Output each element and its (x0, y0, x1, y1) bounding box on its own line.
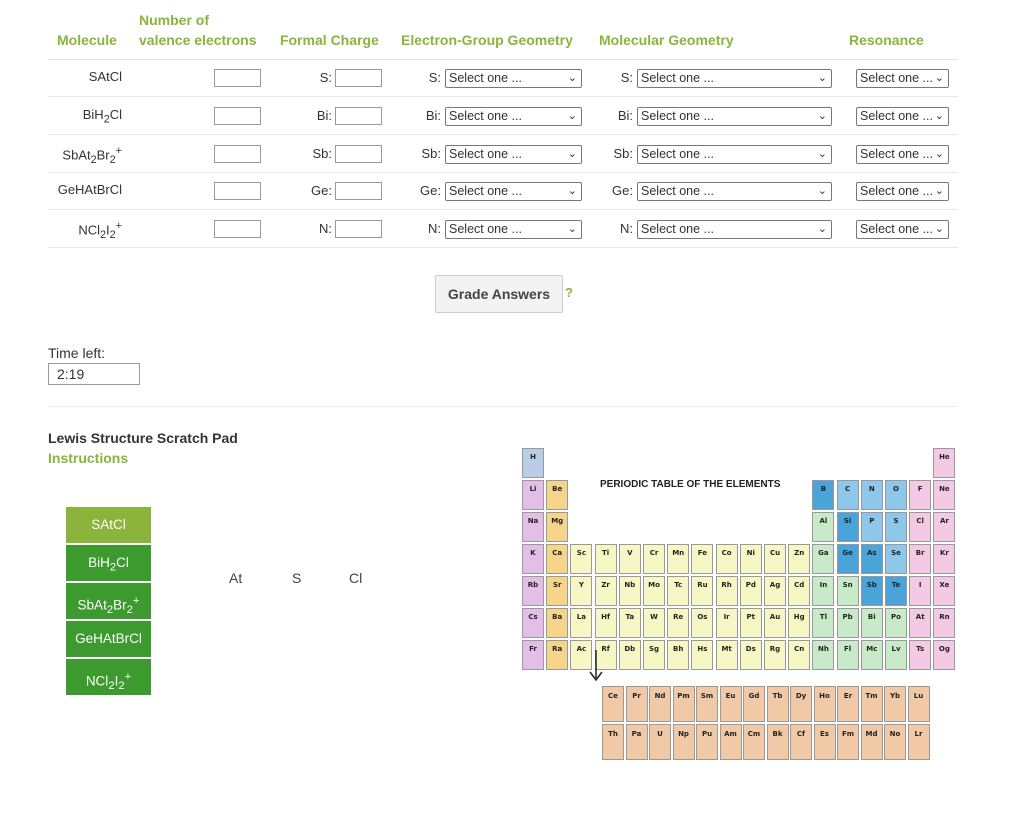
select-value: Select one ... (641, 147, 714, 161)
instructions-link[interactable]: Instructions (48, 450, 129, 466)
element-cell: Ce (602, 686, 624, 722)
element-cell: Br (909, 544, 931, 574)
element-cell: C (837, 480, 859, 510)
element-cell: Sb (861, 576, 883, 606)
chevron-down-icon: ⌄ (817, 223, 827, 235)
element-cell: Zr (595, 576, 617, 606)
element-cell: Lu (908, 686, 930, 722)
formal-charge-atom-label: N: (319, 221, 332, 236)
molecular-geometry-select[interactable] (637, 107, 832, 126)
element-cell: Ta (619, 608, 641, 638)
chevron-down-icon: ⌄ (567, 185, 577, 197)
periodic-table-title: PERIODIC TABLE OF THE ELEMENTS (600, 479, 781, 490)
chevron-down-icon: ⌄ (934, 185, 944, 197)
egg-atom-label: Sb: (421, 146, 441, 161)
element-cell: Gd (743, 686, 765, 722)
element-cell: K (522, 544, 544, 574)
element-cell: Ba (546, 608, 568, 638)
mg-atom-label: S: (620, 70, 633, 85)
element-cell: Dy (790, 686, 812, 722)
element-cell: Ts (909, 640, 931, 670)
element-cell: In (812, 576, 834, 606)
molecule-name: GeHAtBrCl (57, 182, 122, 197)
element-cell: Co (716, 544, 738, 574)
element-cell: Xe (933, 576, 955, 606)
element-cell: Ac (570, 640, 592, 670)
select-value: Select one ... (449, 147, 522, 161)
select-value: Select one ... (449, 109, 522, 123)
element-cell: Ga (812, 544, 834, 574)
element-cell: P (861, 512, 883, 542)
element-cell: Nd (649, 686, 671, 722)
element-cell: No (884, 724, 906, 760)
element-cell: Ni (740, 544, 762, 574)
element-cell: Rf (595, 640, 617, 670)
valence-electrons-input[interactable] (214, 220, 261, 238)
formal-charge-input[interactable] (335, 145, 382, 163)
element-cell: Cn (788, 640, 810, 670)
formal-charge-input[interactable] (335, 69, 382, 87)
chevron-down-icon: ⌄ (934, 72, 944, 84)
chevron-down-icon: ⌄ (934, 110, 944, 122)
element-cell: Np (673, 724, 695, 760)
header-formal-charge: Formal Charge (280, 32, 379, 48)
element-cell: La (570, 608, 592, 638)
element-cell: Hf (595, 608, 617, 638)
element-cell: Es (814, 724, 836, 760)
electron-group-geometry-select[interactable] (445, 182, 582, 201)
electron-group-geometry-select[interactable] (445, 145, 582, 164)
element-cell: Ra (546, 640, 568, 670)
element-cell: Se (885, 544, 907, 574)
electron-group-geometry-select[interactable] (445, 69, 582, 88)
element-cell: Eu (720, 686, 742, 722)
molecule-select-button[interactable]: $SbAt_2Br_2^+$ (66, 583, 151, 619)
header-molecule: Molecule (57, 32, 117, 48)
periodic-table-image (522, 428, 955, 768)
molecular-geometry-select[interactable] (637, 145, 832, 164)
element-cell: Te (885, 576, 907, 606)
egg-atom-label: N: (428, 221, 441, 236)
select-value: Select one ... (860, 222, 933, 236)
element-cell: H (522, 448, 544, 478)
element-cell: Sr (546, 576, 568, 606)
molecule-name: $SbAt_2Br_2^+$ (62, 145, 122, 166)
element-cell: Kr (933, 544, 955, 574)
molecular-geometry-select[interactable] (637, 182, 832, 201)
resonance-select[interactable] (856, 220, 949, 239)
select-value: Select one ... (449, 184, 522, 198)
molecular-geometry-select[interactable] (637, 220, 832, 239)
element-cell: U (649, 724, 671, 760)
time-left-field: 2:19 (48, 363, 140, 385)
resonance-select[interactable] (856, 107, 949, 126)
element-cell: At (909, 608, 931, 638)
element-cell: Hs (691, 640, 713, 670)
element-cell: Zn (788, 544, 810, 574)
element-cell: Mo (643, 576, 665, 606)
atom-label-cl[interactable]: Cl (349, 570, 363, 586)
element-cell: Ds (740, 640, 762, 670)
element-cell: Cm (743, 724, 765, 760)
element-cell: Ir (716, 608, 738, 638)
element-cell: Fm (837, 724, 859, 760)
element-cell: Bh (667, 640, 689, 670)
chevron-down-icon: ⌄ (817, 110, 827, 122)
molecule-select-button[interactable]: BiH$_2$Cl (66, 545, 151, 581)
valence-electrons-input[interactable] (214, 107, 261, 125)
element-cell: Os (691, 608, 713, 638)
element-cell: Mn (667, 544, 689, 574)
element-cell: Tm (861, 686, 883, 722)
grade-answers-button[interactable]: Grade Answers (435, 275, 563, 313)
chevron-down-icon: ⌄ (567, 72, 577, 84)
row-divider (48, 209, 958, 210)
formal-charge-input[interactable] (335, 107, 382, 125)
formal-charge-input[interactable] (335, 182, 382, 200)
element-cell: Na (522, 512, 544, 542)
element-cell: Rg (764, 640, 786, 670)
mg-atom-label: N: (620, 221, 633, 236)
egg-atom-label: S: (428, 70, 441, 85)
formal-charge-atom-label: Sb: (312, 146, 332, 161)
molecule-select-button[interactable]: GeHAtBrCl (66, 621, 151, 657)
element-cell: Cr (643, 544, 665, 574)
egg-atom-label: Ge: (420, 183, 441, 198)
element-cell: Pb (837, 608, 859, 638)
element-cell: Rh (716, 576, 738, 606)
select-value: Select one ... (860, 71, 933, 85)
element-cell: Po (885, 608, 907, 638)
chevron-down-icon: ⌄ (567, 110, 577, 122)
valence-electrons-input[interactable] (214, 69, 261, 87)
row-divider (48, 247, 958, 248)
element-cell: Re (667, 608, 689, 638)
chevron-down-icon: ⌄ (934, 148, 944, 160)
element-cell: Cs (522, 608, 544, 638)
element-cell: Nh (812, 640, 834, 670)
element-cell: Pt (740, 608, 762, 638)
header-valence-line2: valence electrons (139, 32, 257, 48)
element-cell: Tc (667, 576, 689, 606)
element-cell: Tb (767, 686, 789, 722)
molecule-select-button[interactable]: SAtCl (66, 507, 151, 543)
chevron-down-icon: ⌄ (934, 223, 944, 235)
element-cell: Cu (764, 544, 786, 574)
resonance-select[interactable] (856, 69, 949, 88)
element-cell: Fl (837, 640, 859, 670)
element-cell: W (643, 608, 665, 638)
molecule-select-button[interactable]: $NCl_2I_2^+$ (66, 659, 151, 695)
element-cell: Nb (619, 576, 641, 606)
element-cell: Li (522, 480, 544, 510)
element-cell: Ho (814, 686, 836, 722)
select-value: Select one ... (641, 184, 714, 198)
element-cell: Md (861, 724, 883, 760)
resonance-select[interactable] (856, 182, 949, 201)
element-cell: Th (602, 724, 624, 760)
chevron-down-icon: ⌄ (567, 148, 577, 160)
element-cell: Lv (885, 640, 907, 670)
element-cell: Pu (696, 724, 718, 760)
help-link[interactable]: ? (565, 285, 573, 300)
select-value: Select one ... (641, 222, 714, 236)
mg-atom-label: Bi: (617, 108, 633, 123)
element-cell: Y (570, 576, 592, 606)
formal-charge-atom-label: Bi: (316, 108, 332, 123)
element-cell: Sg (643, 640, 665, 670)
element-cell: Pd (740, 576, 762, 606)
element-cell: S (885, 512, 907, 542)
select-value: Select one ... (860, 147, 933, 161)
time-left-label: Time left: (48, 345, 106, 361)
element-cell: Rb (522, 576, 544, 606)
element-cell: Ar (933, 512, 955, 542)
formal-charge-atom-label: Ge: (311, 183, 332, 198)
element-cell: Fe (691, 544, 713, 574)
element-cell: Yb (884, 686, 906, 722)
element-cell: Lr (908, 724, 930, 760)
element-cell: Hg (788, 608, 810, 638)
select-value: Select one ... (860, 184, 933, 198)
element-cell: Tl (812, 608, 834, 638)
molecule-name: SAtCl (88, 69, 122, 84)
element-cell: Mc (861, 640, 883, 670)
lanthanide-arrow-icon (588, 650, 618, 690)
element-cell: Fr (522, 640, 544, 670)
scratch-pad-title: Lewis Structure Scratch Pad (48, 430, 238, 446)
chevron-down-icon: ⌄ (567, 223, 577, 235)
element-cell: Cf (790, 724, 812, 760)
element-cell: Og (933, 640, 955, 670)
select-value: Select one ... (641, 71, 714, 85)
element-cell: Sn (837, 576, 859, 606)
element-cell: O (885, 480, 907, 510)
element-cell: Pr (626, 686, 648, 722)
header-electron-group-geometry: Electron-Group Geometry (401, 32, 573, 48)
element-cell: Be (546, 480, 568, 510)
row-divider (48, 172, 958, 173)
header-divider (48, 59, 958, 60)
molecule-name: BiH$_2$Cl (82, 107, 122, 126)
chevron-down-icon: ⌄ (817, 185, 827, 197)
header-molecular-geometry: Molecular Geometry (599, 32, 734, 48)
element-cell: N (861, 480, 883, 510)
element-cell: Au (764, 608, 786, 638)
element-cell: Sm (696, 686, 718, 722)
element-cell: Ag (764, 576, 786, 606)
element-cell: Db (619, 640, 641, 670)
row-divider (48, 96, 958, 97)
select-value: Select one ... (641, 109, 714, 123)
select-value: Select one ... (449, 71, 522, 85)
element-cell: Ne (933, 480, 955, 510)
element-cell: Ca (546, 544, 568, 574)
element-cell: F (909, 480, 931, 510)
chevron-down-icon: ⌄ (817, 72, 827, 84)
element-cell: He (933, 448, 955, 478)
element-cell: Pm (673, 686, 695, 722)
element-cell: Bi (861, 608, 883, 638)
molecular-geometry-select[interactable] (637, 69, 832, 88)
valence-electrons-input[interactable] (214, 145, 261, 163)
header-valence-line1: Number of (139, 12, 209, 28)
section-divider (48, 406, 958, 407)
valence-electrons-input[interactable] (214, 182, 261, 200)
element-cell: Al (812, 512, 834, 542)
atom-label-s[interactable]: S (292, 570, 302, 586)
egg-atom-label: Bi: (425, 108, 441, 123)
select-value: Select one ... (449, 222, 522, 236)
element-cell: Cl (909, 512, 931, 542)
element-cell: Sc (570, 544, 592, 574)
element-cell: Am (720, 724, 742, 760)
element-cell: Bk (767, 724, 789, 760)
element-cell: Mg (546, 512, 568, 542)
row-divider (48, 134, 958, 135)
element-cell: Ru (691, 576, 713, 606)
mg-atom-label: Ge: (612, 183, 633, 198)
element-cell: As (861, 544, 883, 574)
element-cell: Rn (933, 608, 955, 638)
element-cell: Ge (837, 544, 859, 574)
element-cell: Si (837, 512, 859, 542)
resonance-select[interactable] (856, 145, 949, 164)
molecule-name: $NCl_2I_2^+$ (78, 220, 122, 241)
formal-charge-input[interactable] (335, 220, 382, 238)
atom-label-at[interactable]: At (229, 570, 243, 586)
element-cell: Ti (595, 544, 617, 574)
formal-charge-atom-label: S: (319, 70, 332, 85)
header-resonance: Resonance (849, 32, 924, 48)
element-cell: Cd (788, 576, 810, 606)
element-cell: Pa (626, 724, 648, 760)
element-cell: Er (837, 686, 859, 722)
electron-group-geometry-select[interactable] (445, 220, 582, 239)
element-cell: B (812, 480, 834, 510)
element-cell: Mt (716, 640, 738, 670)
mg-atom-label: Sb: (613, 146, 633, 161)
electron-group-geometry-select[interactable] (445, 107, 582, 126)
element-cell: I (909, 576, 931, 606)
chevron-down-icon: ⌄ (817, 148, 827, 160)
select-value: Select one ... (860, 109, 933, 123)
element-cell: V (619, 544, 641, 574)
